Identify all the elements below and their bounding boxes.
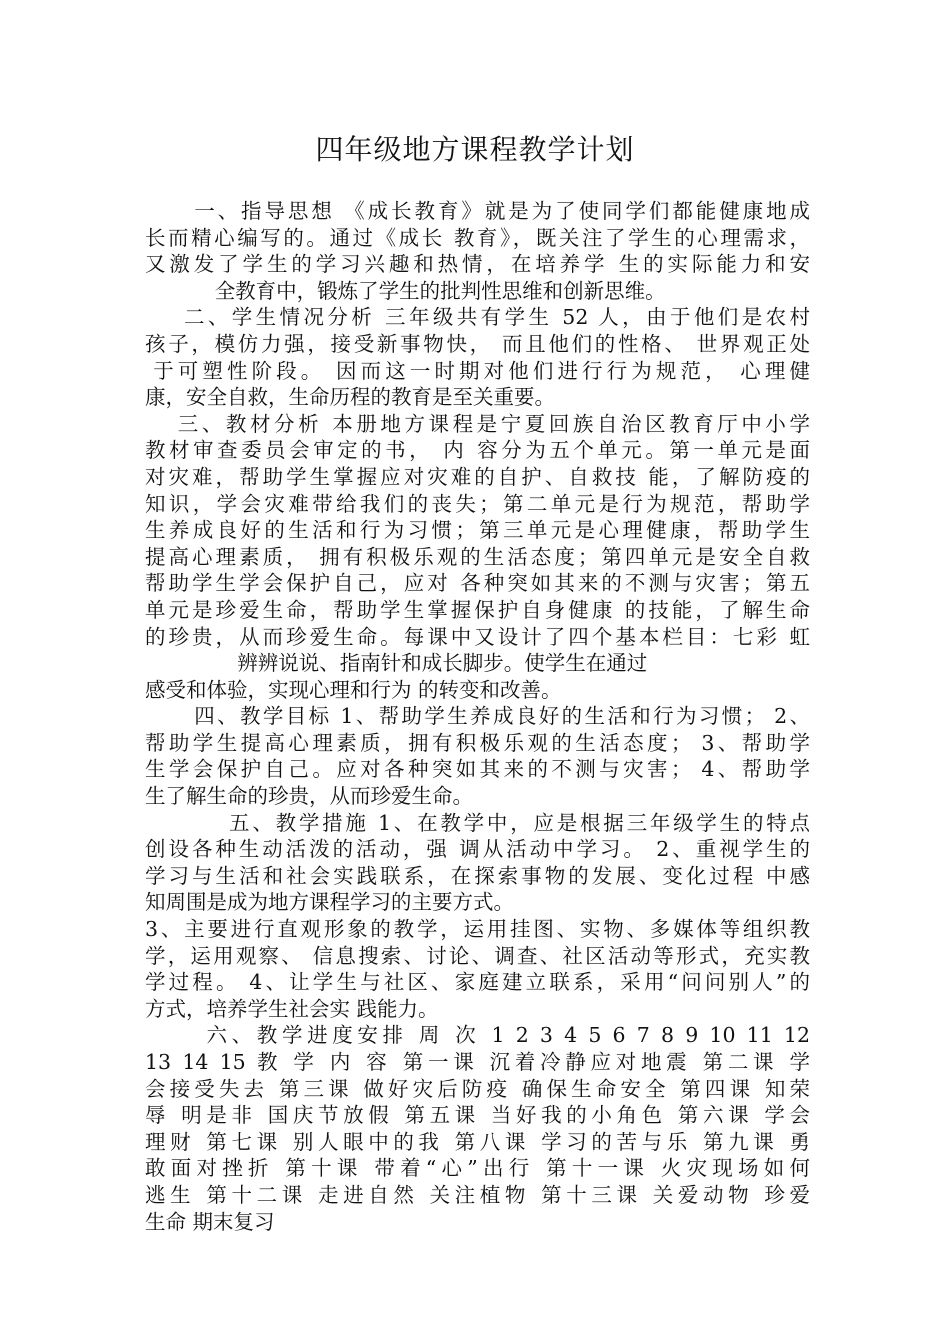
text-line: 全教育中，锻炼了学生的批判性思维和创新思维。 [214,278,666,303]
text-line: 生养成良好的生活和行为习惯；第三单元是心理健康，帮助学生 [145,518,810,543]
text-line: 会接受失去 第三课 做好灾后防疫 确保生命安全 第四课 知荣 [145,1076,810,1101]
text-line: 3、主要进行直观形象的教学，运用挂图、实物、多媒体等组织教 [145,917,810,942]
text-line: 生命 期末复习 [145,1209,275,1234]
text-line: 学，运用观察、 信息搜索、讨论、调查、社区活动等形式，充实教 [145,943,810,968]
text-line: 知识，学会灾难带给我们的丧失；第二单元是行为规范，帮助学 [145,491,810,516]
text-line: 又激发了学生的学习兴趣和热情，在培养学 生的实际能力和安 [145,252,810,277]
text-line: 知周围是成为地方课程学习的主要方式。 [145,890,514,915]
text-line: 敢面对挫折 第十课 带着“心”出行 第十一课 火灾现场如何 [145,1156,810,1181]
text-line: 四、教学目标 1、帮助学生养成良好的生活和行为习惯； 2、 [194,704,810,729]
text-line: 单元是珍爱生命，帮助学生掌握保护自身健康 的技能，了解生命 [145,597,810,622]
text-line: 康，安全自救，生命历程的教育是至关重要。 [145,385,555,410]
text-line: 六、教学进度安排 周 次 1 2 3 4 5 6 7 8 9 10 11 12 [206,1023,810,1048]
text-line: 创设各种生动活泼的活动，强 调从活动中学习。 2、重视学生的 [145,837,810,862]
text-line: 方式，培养学生社会实 践能力。 [145,996,439,1021]
text-line: 生学会保护自己。应对各种突如其来的不测与灾害； 4、帮助学 [145,757,810,782]
text-line: 学过程。 4、让学生与社区、家庭建立联系，采用“问问别人”的 [145,970,810,995]
text-line: 五、教学措施 1、在教学中，应是根据三年级学生的特点 [229,810,810,835]
text-line: 帮助学生学会保护自己，应对 各种突如其来的不测与灾害；第五 [145,571,810,596]
text-line: 一、指导思想 《成长教育》就是为了使同学们都能健康地成 [194,199,810,223]
text-line: 生了解生命的珍贵，从而珍爱生命。 [145,784,473,809]
text-line: 三、教材分析 本册地方课程是宁夏回族自治区教育厅中小学 [177,411,810,436]
document-title: 四年级地方课程教学计划 [315,133,635,166]
text-line: 孩子，模仿力强，接受新事物快， 而且他们的性格、 世界观正处 [145,331,810,356]
text-line: 理财 第七课 别人眼中的我 第八课 学习的苦与乐 第九课 勇 [145,1129,810,1154]
text-line: 学习与生活和社会实践联系，在探索事物的发展、变化过程 中感 [145,863,810,888]
text-line: 教材审查委员会审定的书， 内 容分为五个单元。第一单元是面 [145,438,810,463]
text-line: 对灾难，帮助学生掌握应对灾难的自护、自救技 能，了解防疫的 [145,464,810,489]
text-line: 辨辨说说、指南针和成长脚步。使学生在通过 [237,651,648,676]
document-body [145,198,810,1235]
text-line: 长而精心编写的。通过《成长 教育》，既关注了学生的心理需求， [145,225,810,250]
text-line: 二、学生情况分析 三年级共有学生 52 人，由于他们是农村 [183,305,810,330]
text-line: 13 14 15 教 学 内 容 第一课 沉着冷静应对地震 第二课 学 [145,1050,810,1074]
text-line: 辱 明是非 国庆节放假 第五课 当好我的小角色 第六课 学会 [145,1103,810,1128]
text-line: 的珍贵，从而珍爱生命。每课中又设计了四个基本栏目：七彩 虹 [145,624,810,649]
text-line: 帮助学生提高心理素质，拥有积极乐观的生活态度； 3、帮助学 [145,730,810,755]
text-line: 于可塑性阶段。 因而这一时期对他们进行行为规范， 心理健 [153,358,810,383]
text-line: 逃生 第十二课 走进自然 关注植物 第十三课 关爱动物 珍爱 [145,1182,810,1207]
text-line: 提高心理素质， 拥有积极乐观的生活态度；第四单元是安全自救 [145,544,810,569]
text-line: 感受和体验，实现心理和行为 的转变和改善。 [145,677,562,702]
